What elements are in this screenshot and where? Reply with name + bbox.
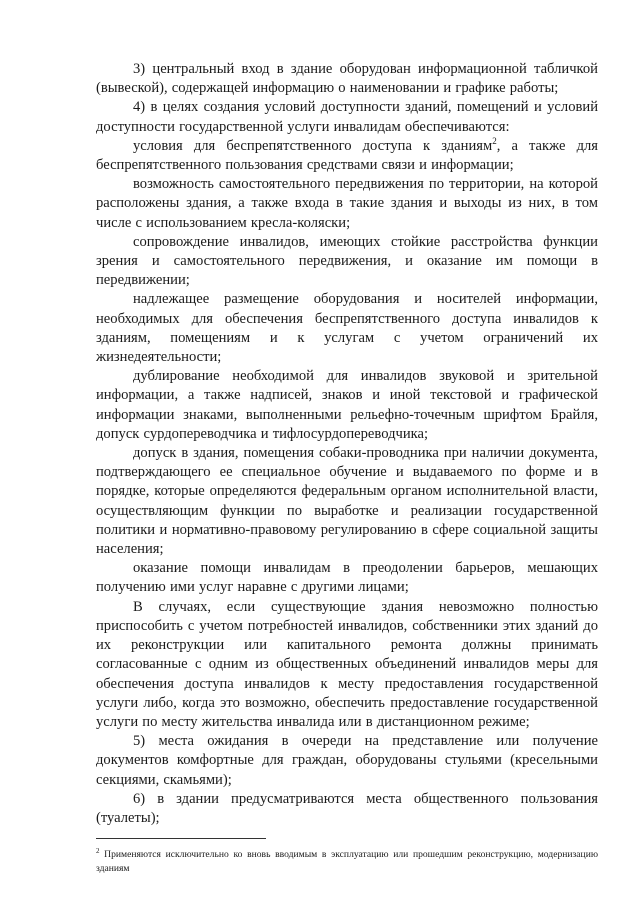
paragraph-guide-dog: допуск в здания, помещения собаки-проводника при наличии документа, подтверждающего ее специальное обучение и выдаваемого по форме и в порядке, которые определяются федеральным органом исполнительной власти, осуществляющим функции по выработке и реализации государственной политики и нормативно-правовому регулированию в сфере социальной защиты населения;: [96, 445, 598, 558]
paragraph-existing-buildings: В случаях, если существующие здания невозможно полностью приспособить с учетом потребностей инвалидов, собственники этих зданий до их реконструкции или капитального ремонта должны принимать согласованные с одним из общественных объединений инвалидов меры для обеспечения доступа инвалидов к месту предоставления государственной услуги либо, когда это возможно, обеспечить предоставление государственной услуги по месту жительства инвалида или в дистанционном режиме;: [96, 598, 598, 730]
footnote-text: Применяются исключительно ко вновь вводимым в эксплуатацию или прошедшим реконструкцию, модернизацию зданиям: [96, 849, 598, 875]
paragraph-item-4: 4) в целях создания условий доступности зданий, помещений и условий доступности государственной услуги инвалидам обеспечиваются:: [96, 99, 598, 135]
paragraph-item-6: 6) в здании предусматриваются места общественного пользования (туалеты);: [96, 790, 598, 826]
paragraph-movement: возможность самостоятельного передвижения по территории, на которой расположены здания, а также входа в такие здания и выходы из них, в том числе с использованием кресла-коляски;: [96, 176, 598, 231]
body-text: [96, 60, 598, 828]
paragraph-item-3: 3) центральный вход в здание оборудован информационной табличкой (вывеской), содержащей информацию о наименовании и графике работы;: [96, 61, 598, 97]
footnote-marker: 2: [96, 847, 100, 855]
paragraph-escort: сопровождение инвалидов, имеющих стойкие расстройства функции зрения и самостоятельного передвижения, и оказание им помощи в передвижении;: [96, 233, 598, 289]
paragraph-item-5: 5) места ожидания в очереди на представление или получение документов комфортные для граждан, оборудованы стульями (кресельными секциями, скамьями);: [96, 733, 598, 788]
footnote: [96, 844, 598, 876]
paragraph-assistance: оказание помощи инвалидам в преодолении барьеров, мешающих получению ими услуг наравне с другими лицами;: [96, 560, 598, 596]
paragraph-accessible-entry-text: условия для беспрепятственного доступа к зданиям: [133, 137, 493, 154]
paragraph-braille: дублирование необходимой для инвалидов звуковой и зрительной информации, а также надписей, знаков и иной текстовой и графической информации знаками, выполненными рельефно-точечным шрифтом Брайля, допуск сурдопереводчика и тифлосурдопереводчика;: [96, 368, 598, 442]
paragraph-equipment: надлежащее размещение оборудования и носителей информации, необходимых для обеспечения беспрепятственного доступа инвалидов к зданиям, помещениям и к услугам с учетом ограничений их жизнедеятельности;: [96, 291, 598, 366]
paragraph-accessible-entry: [96, 137, 598, 175]
paragraph-accessible-entry-tail: , а также для беспрепятственного пользования средствами связи и информации;: [96, 137, 598, 174]
footnote-separator: [96, 838, 266, 839]
footnote-reference[interactable]: 2: [492, 135, 497, 146]
